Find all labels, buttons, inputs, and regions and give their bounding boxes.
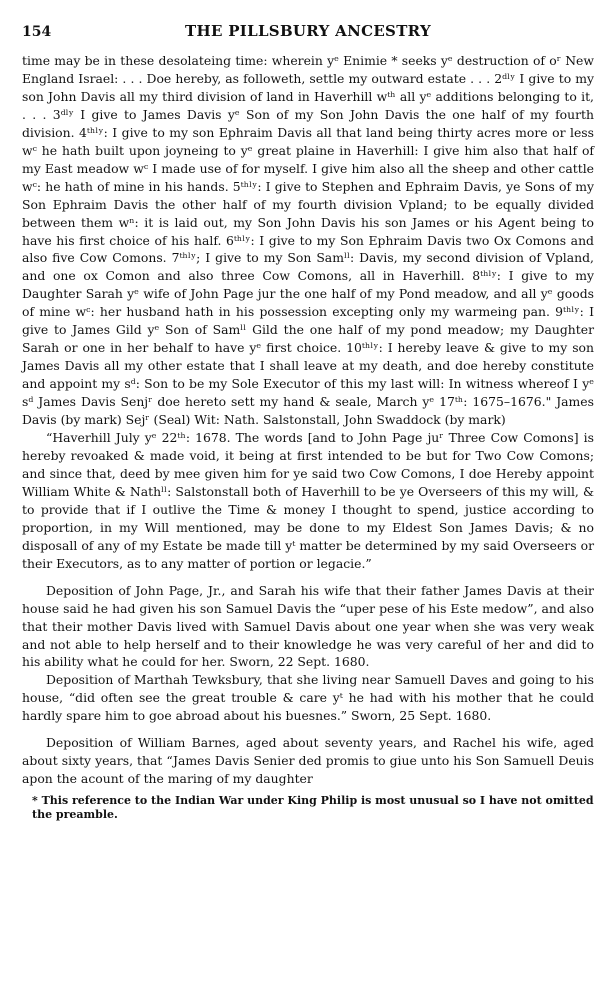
body-text	[22, 52, 594, 788]
book-page	[22, 22, 594, 822]
will-paragraph: time may be in these desolateing time: wherein yᵉ Enimie * seeks yᵉ destruction of oʳ New England Israel: . . . Doe hereby, as followeth, settle my outward estate . . . 2ᵈˡʸ I give to my son John Davis all my third division of land in Haverhill wᵗʰ all yᵉ additions belonging to it, . . . 3ᵈˡʸ I give to James Davis yᵉ Son of my Son John Davis the one half of my fourth division. 4ᵗʰˡʸ: I give to my son Ephraim Davis all that land being thirty acres more or less wᶜ he hath built upon joyneing to yᵉ great plaine in Haverhill: I give him also that half of my East meadow wᶜ I made use of for myself. I give him also all the sheep and other cattle wᶜ: he hath of mine in his hands. 5ᵗʰˡʸ: I give to Stephen and Ephraim Davis, ye Sons of my Son Ephraim Davis the other half of my fourth division Vpland; to be equally divided between them wⁿ: it is laid out, my Son John Davis his son James or his Agent being to have his first choice of his half. 6ᵗʰˡʸ: I give to my Son Ephraim Davis two Ox Comons and also five Cow Comons. 7ᵗʰˡʸ; I give to my Son Samˡˡ: Davis, my second division of Vpland, and one ox Comon and also three Cow Comons, all in Haverhill. 8ᵗʰˡʸ: I give to my Daughter Sarah yᵉ wife of John Page jur the one half of my Pond meadow, and all yᵉ goods of mine wᶜ: her husband hath in his possession excepting only my warmeing pan. 9ᵗʰˡʸ: I give to James Gild yᵉ Son of Samˡˡ Gild the one half of my pond meadow; my Daughter Sarah or one in her behalf to have yᵉ first choice. 10ᵗʰˡʸ: I hereby leave & give to my son James Davis all my other estate that I shall leave at my death, and doe hereby constitute and appoint my sᵈ: Son to be my Sole Executor of this my last will: In witness whereof I yᵉ sᵈ James Davis Senjʳ doe hereto sett my hand & seale, March yᵉ 17ᵗʰ: 1675–1676." James Davis (by mark) Sejʳ (Seal) Wit: Nath. Salstonstall, John Swaddock (by mark)	[22, 53, 594, 428]
page-header	[22, 22, 594, 44]
deposition-tewksbury-paragraph: Deposition of Marthah Tewksbury, that she living near Samuell Daves and going to his house, “did often see the great trouble & care yᵗ he had with his mother that he could hardly spare him to goe abroad about his buesnes.” Sworn, 25 Sept. 1680.	[22, 672, 594, 724]
page-number: 154	[22, 24, 52, 40]
running-title: THE PILLSBURY ANCESTRY	[185, 22, 431, 40]
footnote: * This reference to the Indian War under King Philip is most unusual so I have not omitted the preamble.	[32, 794, 594, 822]
deposition-barnes-paragraph: Deposition of William Barnes, aged about seventy years, and Rachel his wife, aged about sixty years, that “James Davis Senier ded promis to giue unto his Son Samuell Deuis apon the acount of the maring of my daughter	[22, 735, 594, 787]
codicil-paragraph: “Haverhill July yᵉ 22ᵗʰ: 1678. The words [and to John Page juʳ Three Cow Comons] is hereby revoaked & made void, it being at first intended to be but for Two Cow Comons; and since that, deed by mee given him for ye said two Cow Comons, I doe Hereby appoint William White & Nathˡˡ: Salstonstall both of Haverhill to be ye Overseers of this my will, & to provide that if I outlive the Time & money I thought to spend, justice according to proportion, in my Will mentioned, may be done to my Eldest Son James Davis; & no disposall of any of my Estate be made till yᵗ matter be determined by my said Overseers or their Executors, as to any matter of portion or legacie.”	[22, 430, 594, 571]
deposition-page-paragraph: Deposition of John Page, Jr., and Sarah his wife that their father James Davis at their house said he had given his son Samuel Davis the “uper pese of his Este medow”, and also that their mother Davis lived with Samuel Davis about one year when she was very weak and not able to help herself and to their knowledge he was very careful of her and did to his ability what he could for her. Sworn, 22 Sept. 1680.	[22, 582, 594, 670]
